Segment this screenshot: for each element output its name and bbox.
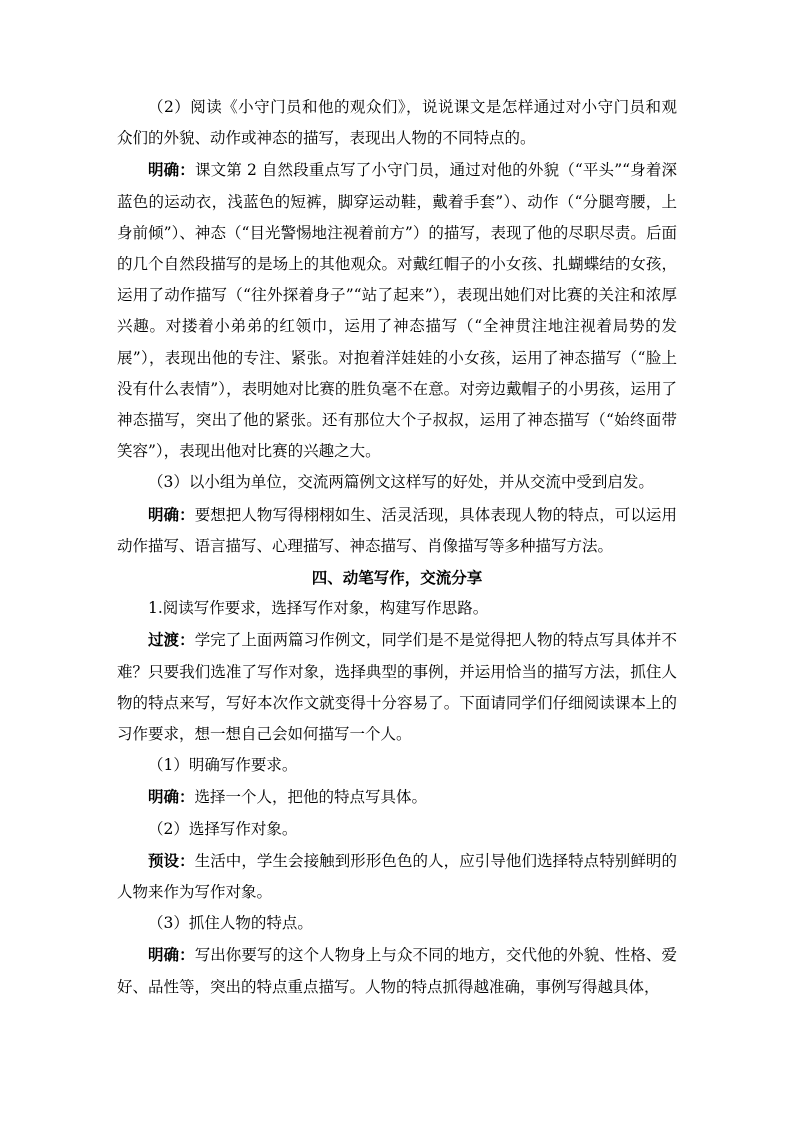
paragraph-text: 课文第 2 自然段重点写了小守门员，通过对他的外貌（“平头”“身着深蓝色的运动衣，浅蓝色的短裤，脚穿运动鞋，戴着手套”）、动作（“分腿弯腰，上身前倾”）、神态（“目光警惕地注视着前方”）的描写，表现了他的尽职尽责。后面的几个自然段描写的是场上的其他观众。对戴红帽子的小女孩、扎蝴蝶结的女孩，运用了动作描写（“往外探着身子”“站了起来”），表现出她们对比赛的关注和浓厚兴趣。对搂着小弟弟的红领巾，运用了神态描写（“全神贯注地注视着局势的发展”），表现出他的专注、紧张。对抱着洋娃娃的小女孩，运用了神态描写（“脸上没有什么表情”），表明她对比赛的胜负毫不在意。对旁边戴帽子的小男孩，运用了神态描写，突出了他的紧张。还有那位大个子叔叔，运用了神态描写（“始终面带笑容”），表现出他对比赛的兴趣之大。 [117,161,677,461]
document-body [117,92,677,1003]
paragraph-text: 选择一个人，把他的特点写具体。 [194,788,428,807]
paragraph-lead: 过渡： [148,630,195,650]
paragraph-question-3 [117,467,677,498]
paragraph-lead: 明确： [148,787,195,807]
paragraph-answer-features [117,939,677,1002]
paragraph-answer-goalkeeper [117,154,677,467]
paragraph-answer-methods [117,499,677,562]
paragraph-lead: 明确： [148,504,195,524]
paragraph-sub-2 [117,814,677,845]
paragraph-lead: 明确： [148,945,195,965]
paragraph-sub-1 [117,750,677,781]
paragraph-lead: 明确： [148,160,195,180]
paragraph-answer-requirement [117,781,677,813]
paragraph-text: （3）抓住人物的特点。 [148,914,313,933]
paragraph-lead: 预设： [148,850,195,870]
paragraph-sub-3 [117,908,677,939]
paragraph-transition [117,624,677,750]
paragraph-text: 要想把人物写得栩栩如生、活灵活现，具体表现人物的特点，可以运用动作描写、语言描写、心理描写、神态描写、肖像描写等多种描写方法。 [117,505,677,555]
paragraph-text: 写出你要写的这个人物身上与众不同的地方，交代他的外貌、性格、爱好、品性等，突出的特点重点描写。人物的特点抓得越准确，事例写得越具体， [117,946,677,996]
section-heading: 四、动笔写作，交流分享 [311,568,483,588]
paragraph-text: 学完了上面两篇习作例文，同学们是不是觉得把人物的特点写具体并不难？只要我们选准了写作对象，选择典型的事例，并运用恰当的描写方法，抓住人物的特点来写，写好本次作文就变得十分容易了。下面请同学们仔细阅读课本上的习作要求，想一想自己会如何描写一个人。 [117,631,677,744]
paragraph-step-1 [117,593,677,624]
paragraph-text: 生活中，学生会接触到形形色色的人，应引导他们选择特点特别鲜明的人物来作为写作对象。 [117,851,677,902]
paragraph-text: 1.阅读写作要求，选择写作对象，构建写作思路。 [148,599,489,618]
paragraph-text: （1）明确写作要求。 [148,756,298,775]
paragraph-text: （2）阅读《小守门员和他的观众们》，说说课文是怎样通过对小守门员和观众们的外貌、动作或神态的描写，表现出人物的不同特点的。 [117,98,677,148]
paragraph-question-2 [117,92,677,154]
paragraph-preset [117,845,677,908]
paragraph-text: （3）以小组为单位，交流两篇例文这样写的好处，并从交流中受到启发。 [148,473,654,492]
paragraph-text: （2）选择写作对象。 [148,819,298,838]
